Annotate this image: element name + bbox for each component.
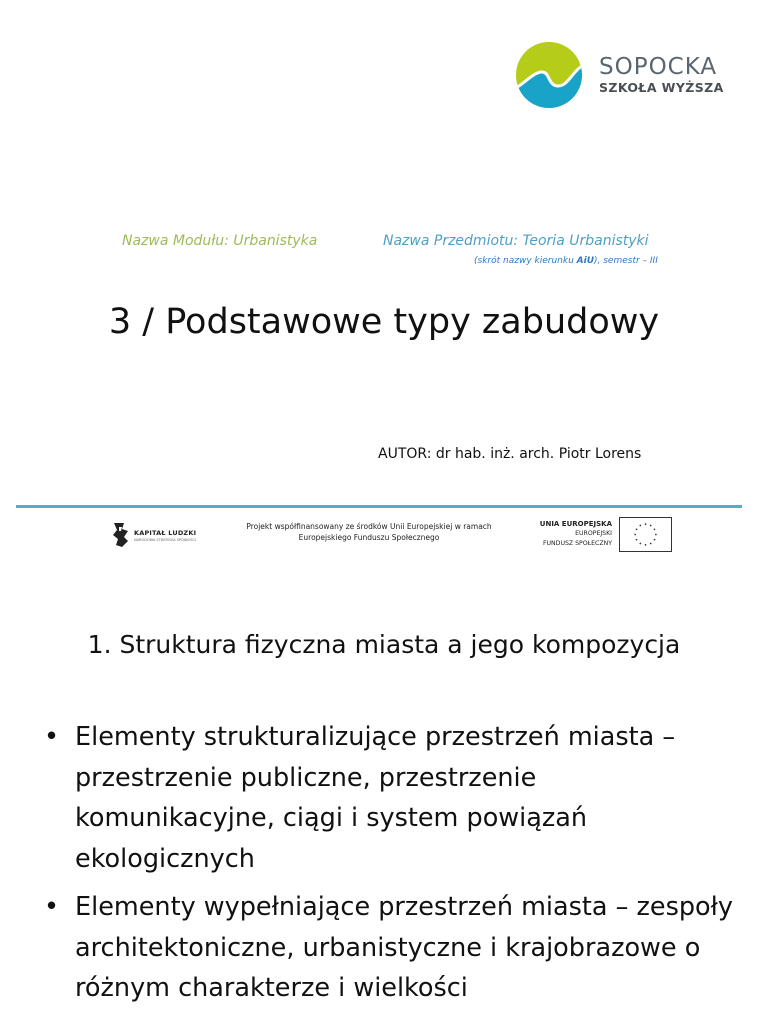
eu-label-line-3: FUNDUSZ SPOŁECZNY	[542, 540, 612, 547]
eu-star	[654, 539, 656, 541]
eu-label-line-2: EUROPEJSKI	[575, 530, 612, 537]
eu-star	[650, 525, 652, 527]
bullet-marker: •	[44, 722, 60, 752]
eu-star	[639, 525, 641, 527]
eu-star	[636, 528, 638, 530]
kapital-ludzki-label: KAPITAŁ LUDZKI	[134, 529, 197, 537]
list-item	[40, 887, 740, 1009]
bullet-text: Elementy wypełniające przestrzeń miasta – zespoły architektoniczne, urbanistyczne i krajobrazowe o różnym charakterze i wielkości	[75, 892, 733, 1003]
bullet-list	[40, 717, 740, 1009]
kapital-ludzki-sub: NARODOWA STRATEGIA SPÓJNOŚCI	[134, 538, 196, 542]
module-name: Nazwa Modułu: Urbanistyka	[122, 233, 318, 249]
eu-star	[634, 534, 636, 536]
eu-star	[654, 528, 656, 530]
eu-flag-icon	[619, 517, 672, 552]
author-line: AUTOR: dr hab. inż. arch. Piotr Lorens	[378, 446, 642, 462]
eu-star	[636, 539, 638, 541]
eu-star	[655, 534, 657, 536]
section-heading: 1. Struktura fizyczna miasta a jego kompozycja	[87, 630, 681, 659]
course-info-suffix: ), semestr – III	[594, 256, 658, 266]
course-info-abbr: AiU	[576, 256, 594, 266]
sopocka-logo-mark-icon	[516, 42, 582, 108]
subject-name: Nazwa Przedmiotu: Teoria Urbanistyki	[383, 233, 649, 249]
logo-name-line-2: SZKOŁA WYŻSZA	[599, 80, 724, 95]
eu-star	[645, 544, 647, 546]
logo-name-line-1: SOPOCKA	[599, 54, 718, 80]
divider	[16, 505, 742, 508]
list-item	[40, 717, 740, 879]
funding-text: Projekt współfinansowany ze środków Unii Europejskiej w ramach Europejskiego Funduszu Społecznego	[246, 522, 492, 542]
page-title: 3 / Podstawowe typy zabudowy	[108, 302, 660, 342]
eu-star	[645, 523, 647, 525]
bullet-text: Elementy strukturalizujące przestrzeń miasta – przestrzenie publiczne, przestrzenie komunikacyjne, ciągi i system powiązań ekologicznych	[75, 722, 676, 874]
eu-star	[650, 543, 652, 545]
eu-star	[639, 543, 641, 545]
eu-label-line-1: UNIA EUROPEJSKA	[539, 520, 612, 528]
course-info	[474, 256, 658, 266]
course-info-prefix: (skrót nazwy kierunku	[474, 256, 577, 266]
bullet-marker: •	[44, 892, 60, 922]
kapital-ludzki-logo-icon	[110, 521, 132, 549]
